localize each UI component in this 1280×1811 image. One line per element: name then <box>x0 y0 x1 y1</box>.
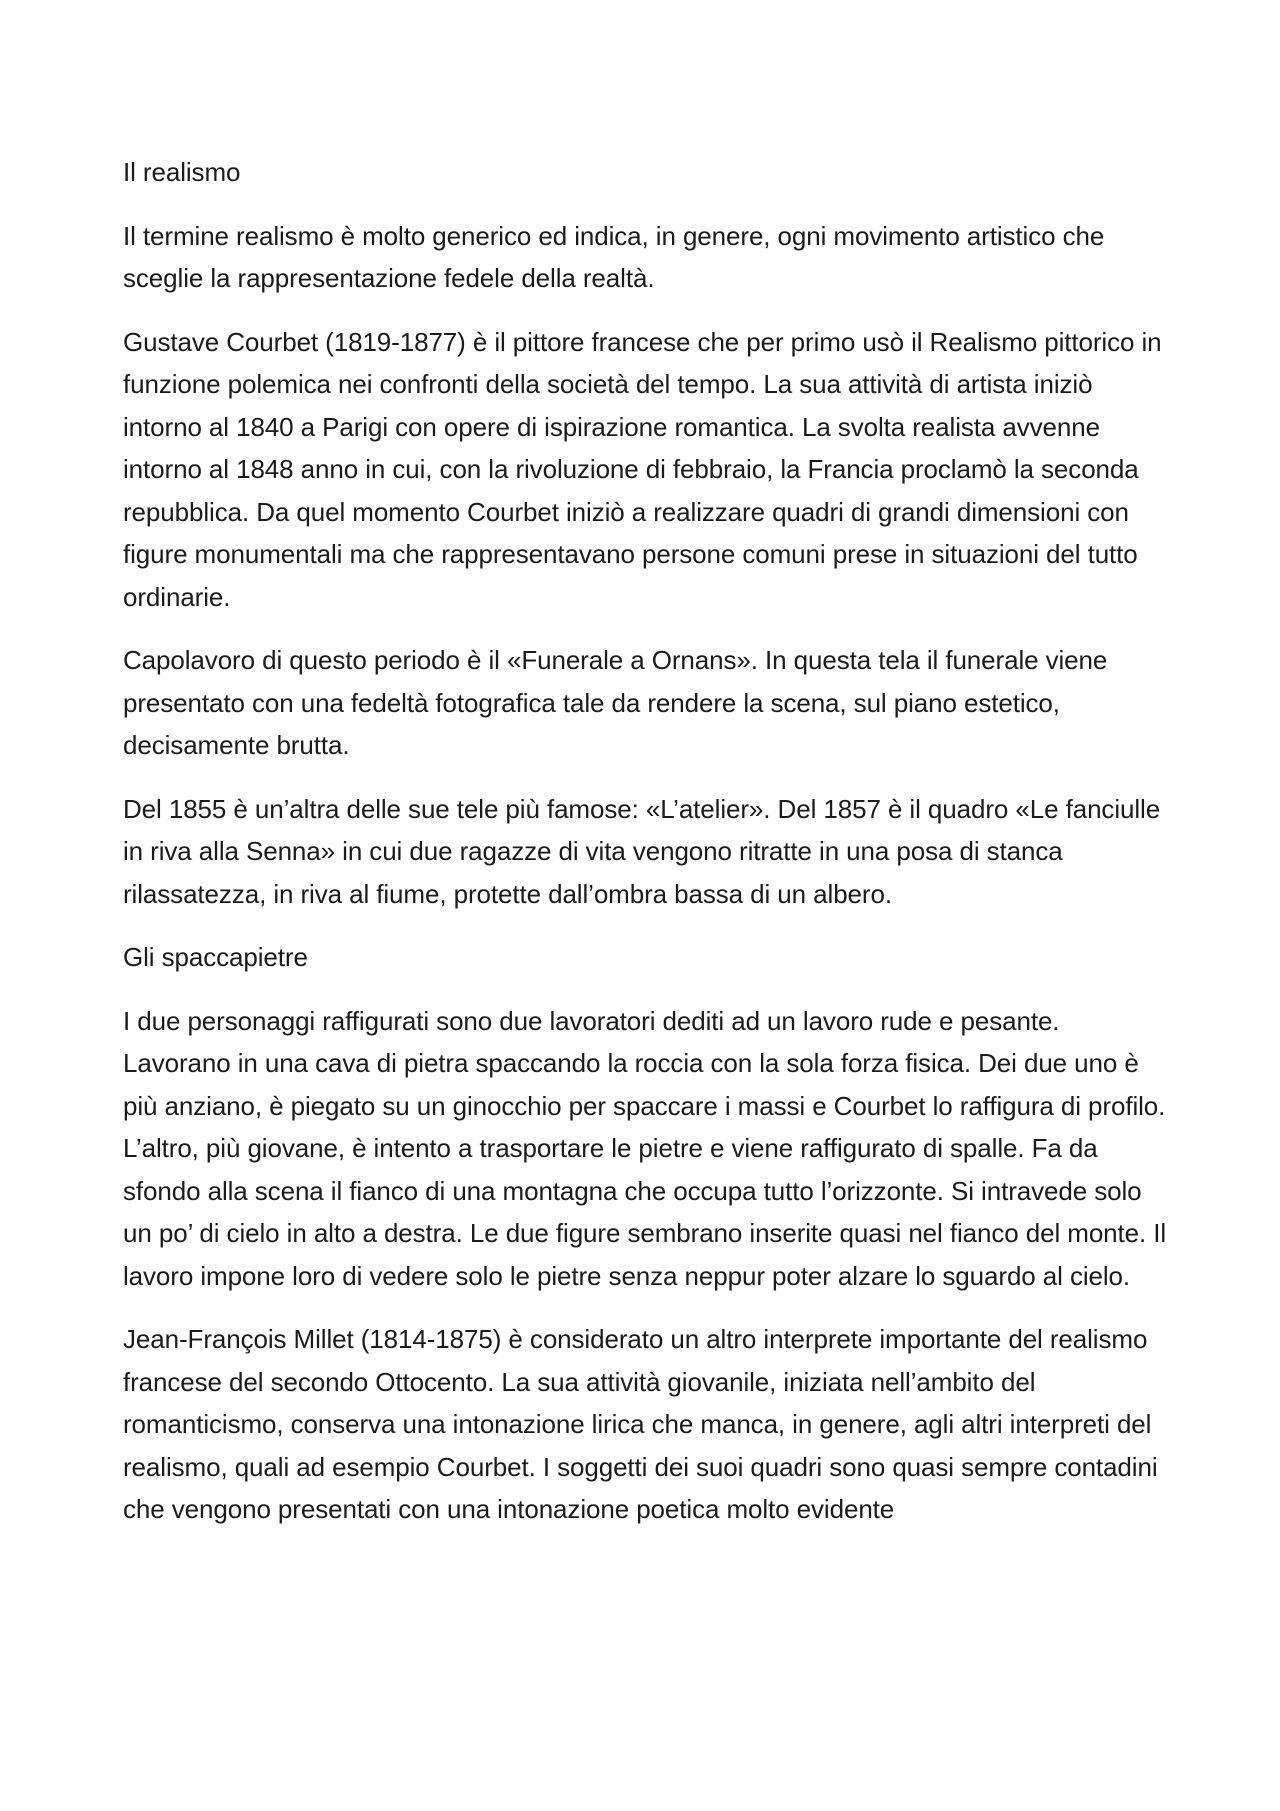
paragraph-spaccapietre: I due personaggi raffigurati sono due lavoratori dediti ad un lavoro rude e pesante. Lavorano in una cava di pietra spaccando la roccia con la sola forza fisica. Dei due uno è più anziano, è piegato su un ginocchio per spaccare i massi e Courbet lo raffigura di profilo. L’altro, più giovane, è intento a trasportare le pietre e viene raffigurato di spalle. Fa da sfondo alla scena il fianco di una montagna che occupa tutto l’orizzonte. Si intravede solo un po’ di cielo in alto a destra. Le due figure sembrano inserite quasi nel fianco del monte. Il lavoro impone loro di vedere solo le pietre senza neppur poter alzare lo sguardo al cielo. <box>123 1005 1167 1291</box>
paragraph-courbet: Gustave Courbet (1819-1877) è il pittore francese che per primo usò il Realismo pittorico in funzione polemica nei confronti della società del tempo. La sua attività di artista iniziò intorno al 1840 a Parigi con opere di ispirazione romantica. La svolta realista avvenne intorno al 1848 anno in cui, con la rivoluzione di febbraio, la Francia proclamò la seconda repubblica. Da quel momento Courbet iniziò a realizzare quadri di grandi dimensioni con figure monumentali ma che rappresentavano persone comuni prese in situazioni del tutto ordinarie. <box>123 326 1162 612</box>
section-heading-spaccapietre: Gli spaccapietre <box>123 942 308 972</box>
paragraph-definition: Il termine realismo è molto generico ed indica, in genere, ogni movimento artistico che sceglie la rappresentazione fedele della realtà. <box>123 220 1105 293</box>
paragraph-millet: Jean-François Millet (1814-1875) è considerato un altro interprete importante del realismo francese del secondo Ottocento. La sua attività giovanile, iniziata nell’ambito del romanticismo, conserva una intonazione lirica che manca, in genere, agli altri interpreti del realismo, quali ad esempio Courbet. I soggetti dei suoi quadri sono quasi sempre contadini che vengono presentati con una intonazione poetica molto evidente <box>123 1324 1158 1524</box>
section-heading-realismo: Il realismo <box>123 157 241 187</box>
paragraph-funerale: Capolavoro di questo periodo è il «Funerale a Ornans». In questa tela il funerale viene presentato con una fedeltà fotografica tale da rendere la scena, sul piano estetico, decisamente brutta. <box>123 645 1108 760</box>
document-body <box>123 151 1168 1552</box>
paragraph-atelier: Del 1855 è un’altra delle sue tele più famose: «L’atelier». Del 1857 è il quadro «Le fanciulle in riva alla Senna» in cui due ragazze di vita vengono ritratte in una posa di stanca rilassatezza, in riva al fiume, protette dall’ombra bassa di un albero. <box>123 793 1161 909</box>
